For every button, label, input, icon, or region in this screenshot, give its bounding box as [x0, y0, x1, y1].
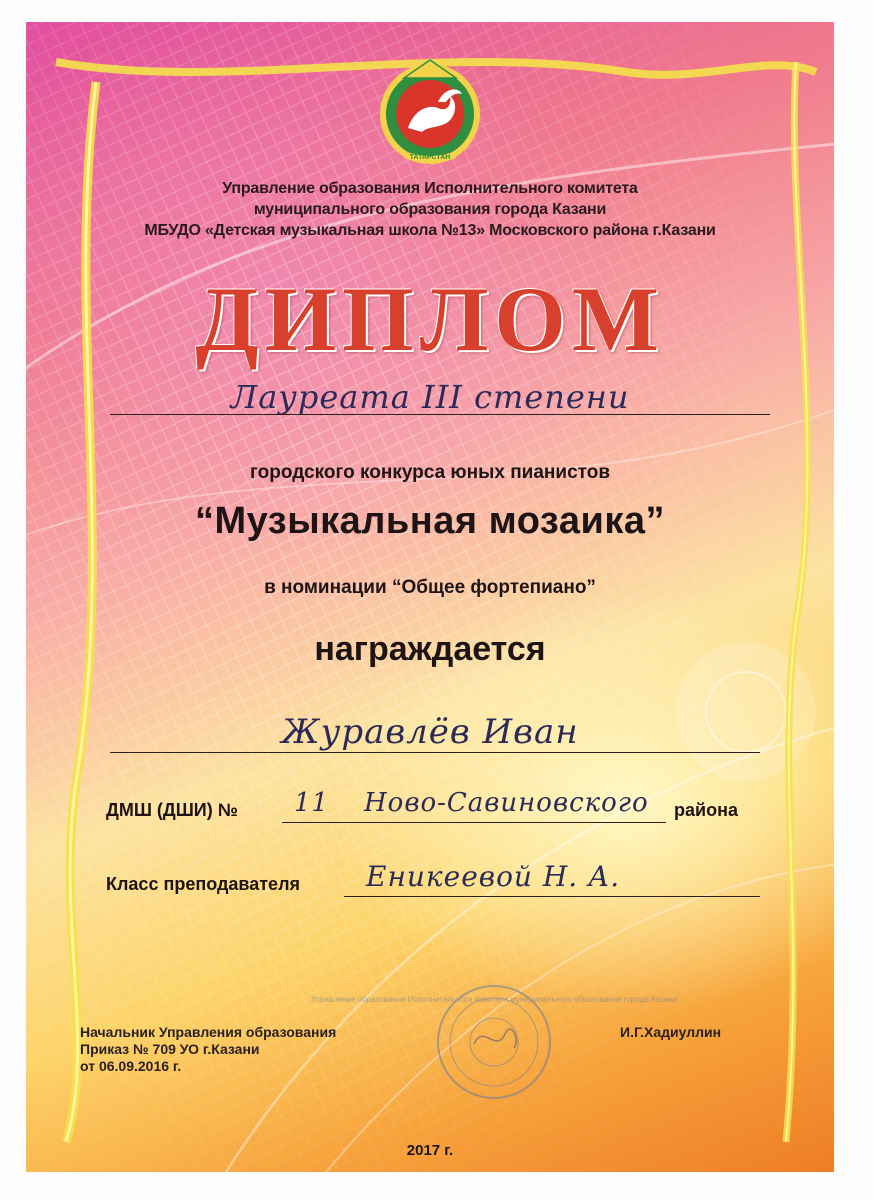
organization-line-2: муниципального образования города Казани — [253, 201, 607, 218]
award-degree: Лауреата III степени — [230, 378, 630, 416]
footer-position: Начальник Управления образования — [80, 1024, 337, 1040]
footer-order-date: от 06.09.2016 г. — [80, 1058, 182, 1074]
recipient-line — [110, 752, 760, 753]
footer-signatory: И.Г.Хадиуллин — [620, 1024, 722, 1040]
school-suffix: района — [674, 800, 738, 820]
nomination: в номинации “Общее фортепиано” — [264, 577, 596, 598]
diploma-title: ДИПЛОМ — [195, 268, 665, 370]
school-number: 11 — [294, 788, 330, 818]
school-district: Ново-Савиновского — [364, 788, 649, 818]
diploma-sheet — [26, 22, 834, 1172]
contest-description: городского конкурса юных пианистов — [250, 462, 610, 483]
footer-order: Приказ № 709 УО г.Казани — [80, 1041, 260, 1057]
contest-name: “Музыкальная мозаика” — [195, 500, 665, 542]
school-prefix: ДМШ (ДШИ) № — [106, 800, 238, 820]
teacher-label: Класс преподавателя — [106, 874, 301, 894]
footer-year: 2017 г. — [406, 1142, 454, 1159]
svg-text:ТАТАРСТАН: ТАТАРСТАН — [409, 154, 451, 161]
award-degree-line — [110, 414, 770, 415]
stamp-text: Управление образования Исполнительного комитета муниципального образования города Казани — [310, 995, 678, 1004]
awarded-label: награждается — [314, 630, 546, 668]
school-line — [282, 822, 666, 823]
recipient-name: Журавлёв Иван — [281, 712, 579, 752]
teacher-name: Еникеевой Н. А. — [366, 860, 621, 893]
organization-line-1: Управление образования Исполнительного комитета — [222, 180, 638, 197]
tatarstan-emblem-icon — [378, 58, 482, 166]
teacher-line — [344, 896, 760, 897]
organization-line-3: МБУДО «Детская музыкальная школа №13» Московского района г.Казани — [144, 222, 716, 239]
